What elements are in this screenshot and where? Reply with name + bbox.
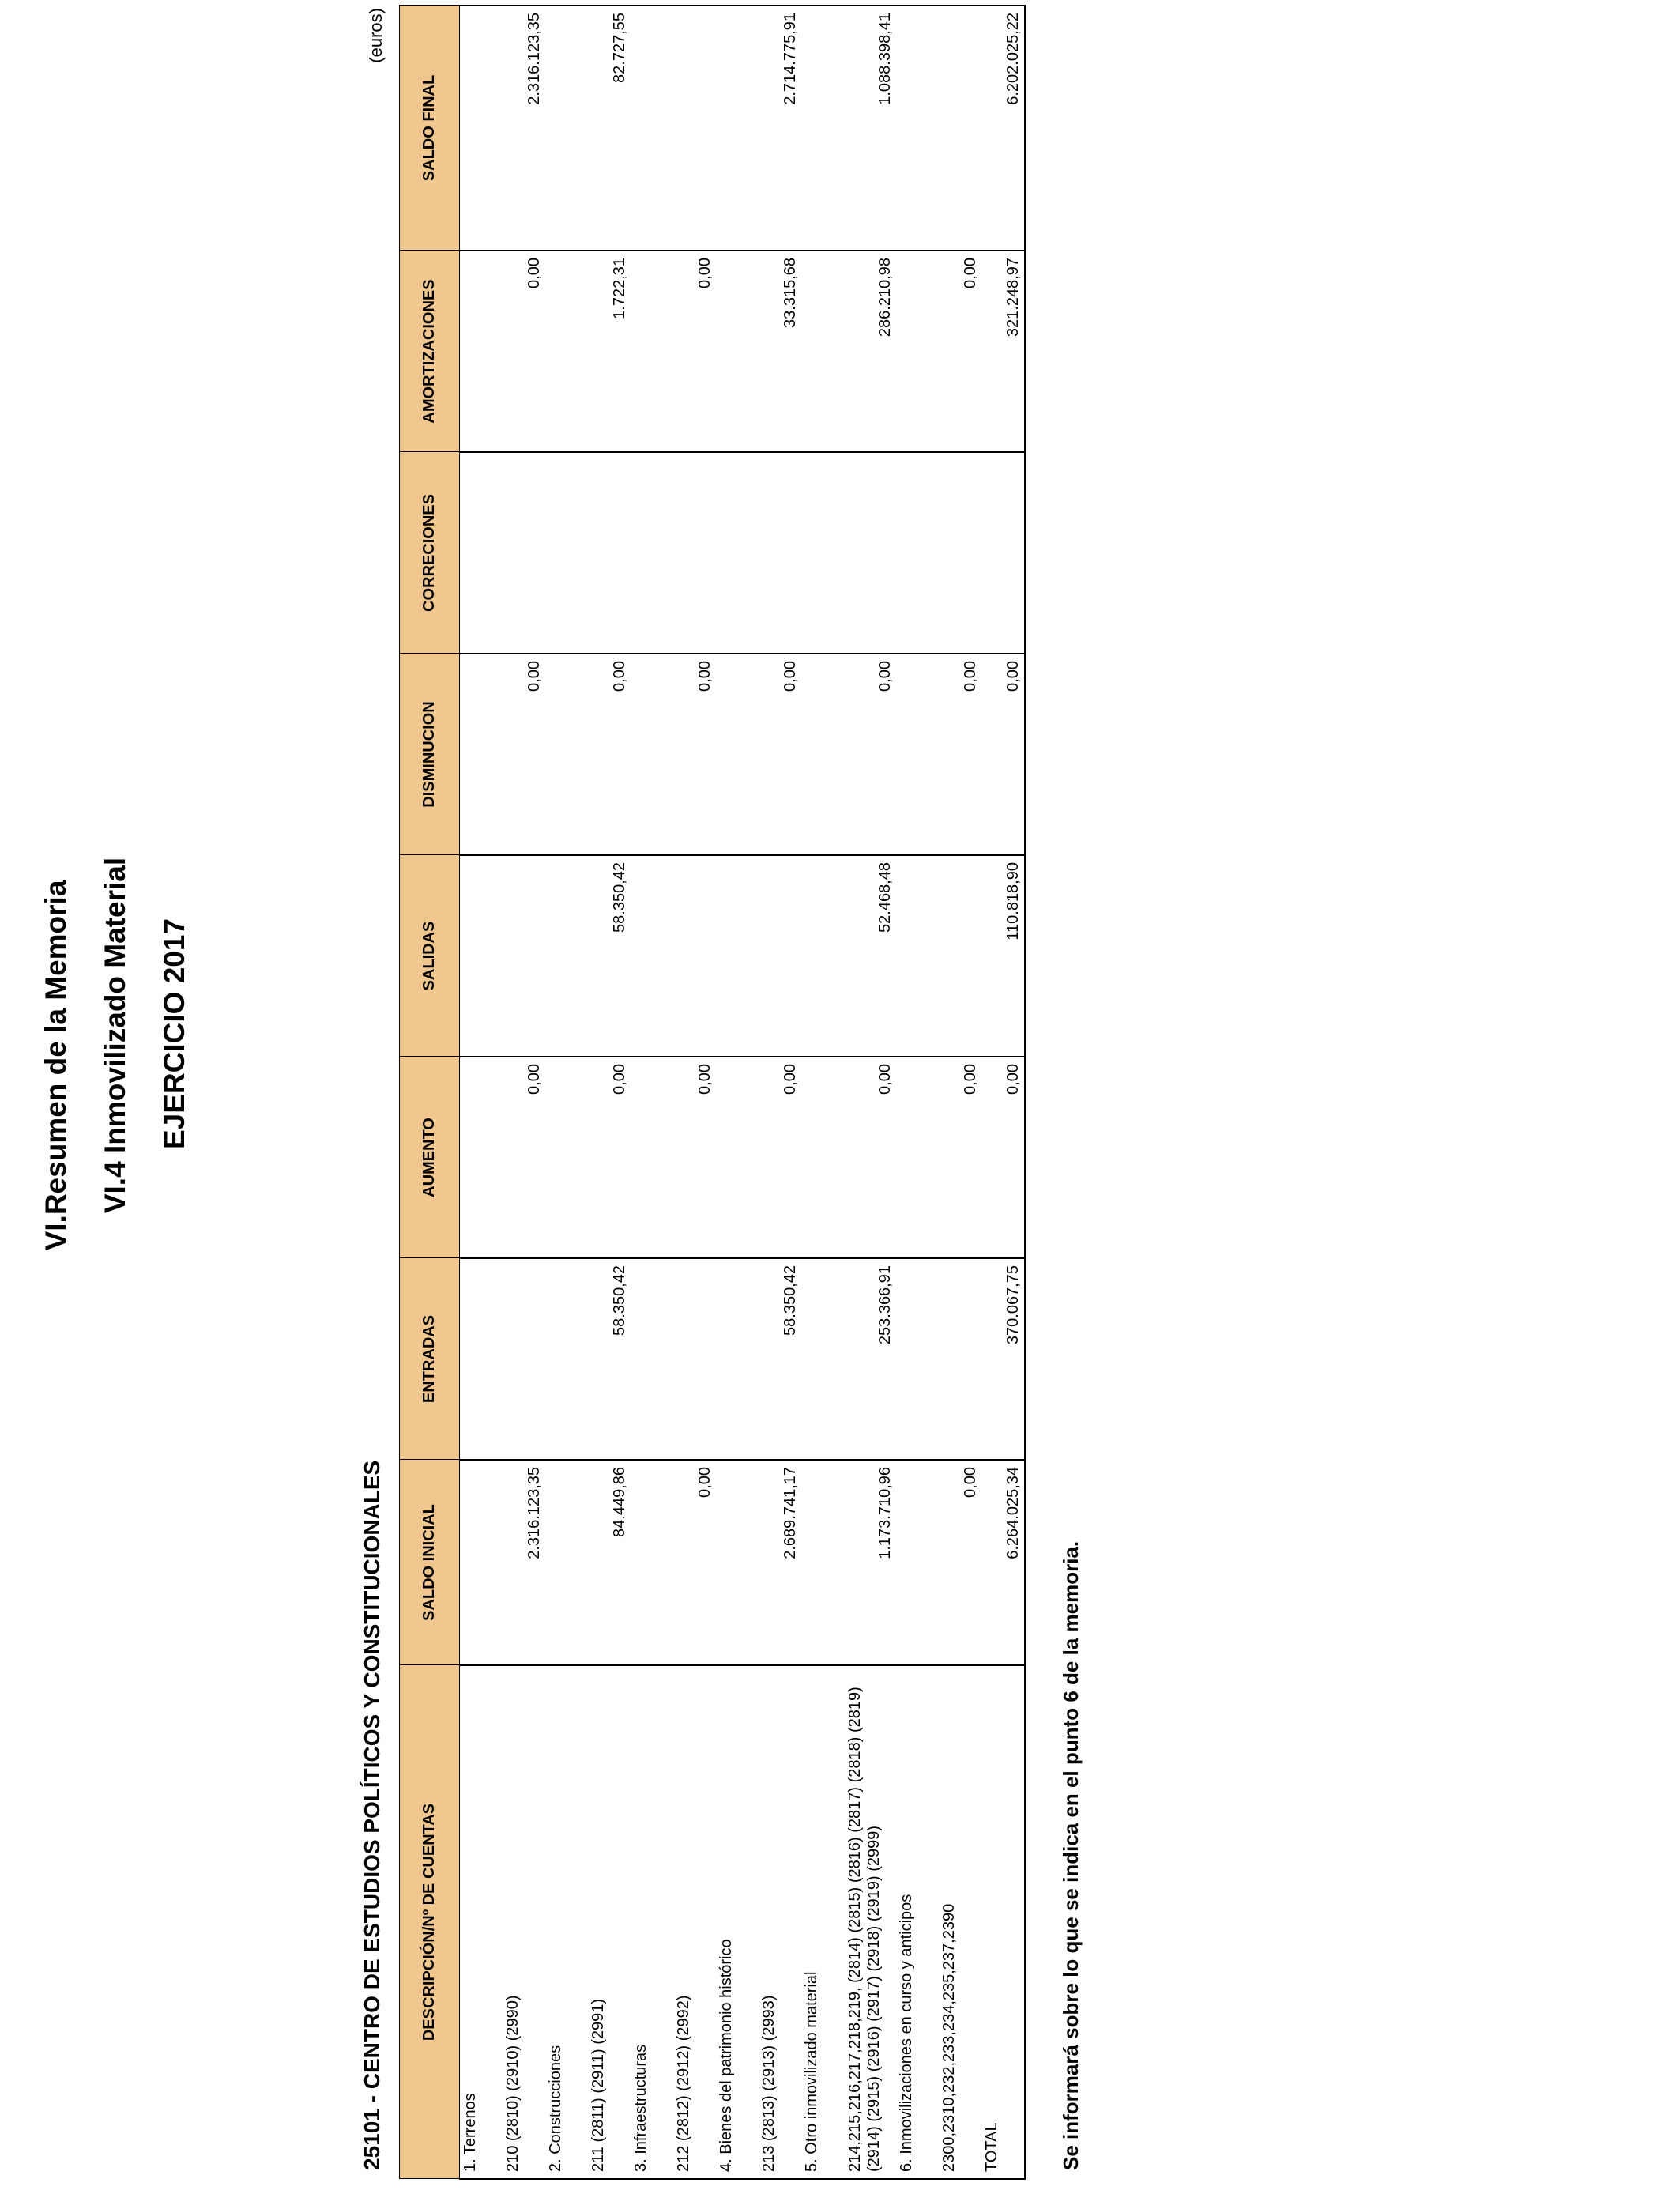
cell-value bbox=[896, 1258, 939, 1460]
table-header-row bbox=[400, 6, 460, 2179]
cell-value: 0,00 bbox=[939, 251, 981, 452]
cell-value: 82.727,55 bbox=[588, 6, 631, 251]
cell-value: 0,00 bbox=[673, 1460, 716, 1665]
cell-value bbox=[460, 452, 503, 654]
table-row bbox=[673, 6, 716, 2179]
table-row bbox=[503, 6, 545, 2179]
cell-value: 0,00 bbox=[939, 1057, 981, 1258]
cell-value: 2.316.123,35 bbox=[503, 6, 545, 251]
table-row bbox=[759, 6, 801, 2179]
column-header: CORRECIONES bbox=[400, 452, 460, 654]
cell-value: 2.714.775,91 bbox=[759, 6, 801, 251]
row-description: 6. Inmovilizaciones en curso y anticipos bbox=[896, 1665, 939, 2179]
cell-value: 0,00 bbox=[673, 654, 716, 855]
cell-value bbox=[460, 855, 503, 1057]
cell-value bbox=[588, 452, 631, 654]
cell-value bbox=[503, 855, 545, 1057]
cell-value bbox=[631, 1460, 673, 1665]
cell-value: 0,00 bbox=[588, 1057, 631, 1258]
cell-value: 1.722,31 bbox=[588, 251, 631, 452]
cell-value bbox=[896, 654, 939, 855]
cell-value: 33.315,68 bbox=[759, 251, 801, 452]
table-row bbox=[631, 6, 673, 2179]
cell-value bbox=[631, 654, 673, 855]
column-header: SALDO FINAL bbox=[400, 6, 460, 251]
row-description: 5. Otro inmovilizado material bbox=[801, 1665, 844, 2179]
cell-value: 2.689.741,17 bbox=[759, 1460, 801, 1665]
cell-value bbox=[801, 452, 844, 654]
column-header: AUMENTO bbox=[400, 1057, 460, 1258]
row-description: 4. Bienes del patrimonio histórico bbox=[716, 1665, 759, 2179]
cell-value bbox=[896, 1057, 939, 1258]
cell-value: 0,00 bbox=[503, 1057, 545, 1258]
cell-value bbox=[460, 1258, 503, 1460]
cell-value bbox=[801, 654, 844, 855]
cell-value bbox=[503, 1258, 545, 1460]
cell-value: 52.468,48 bbox=[844, 855, 896, 1057]
cell-value: 0,00 bbox=[939, 654, 981, 855]
cell-value bbox=[716, 251, 759, 452]
cell-value bbox=[939, 855, 981, 1057]
cell-value bbox=[801, 1460, 844, 1665]
cell-value: 6.202.025,22 bbox=[981, 6, 1025, 251]
cell-value bbox=[716, 855, 759, 1057]
cell-value bbox=[896, 6, 939, 251]
cell-value bbox=[896, 251, 939, 452]
table-row bbox=[545, 6, 588, 2179]
cell-value bbox=[939, 452, 981, 654]
cell-value: 1.088.398,41 bbox=[844, 6, 896, 251]
cell-value bbox=[545, 1258, 588, 1460]
cell-value bbox=[545, 1057, 588, 1258]
cell-value bbox=[801, 855, 844, 1057]
cell-value: 2.316.123,35 bbox=[503, 1460, 545, 1665]
cell-value: 0,00 bbox=[981, 1057, 1025, 1258]
cell-value bbox=[631, 1258, 673, 1460]
cell-value: 110.818,90 bbox=[981, 855, 1025, 1057]
entity-name: 25101 - CENTRO DE ESTUDIOS POLÍTICOS Y CONSTITUCIONALES bbox=[360, 1460, 384, 2170]
cell-value bbox=[896, 1460, 939, 1665]
table-row bbox=[844, 6, 896, 2179]
cell-value bbox=[631, 251, 673, 452]
cell-value bbox=[981, 452, 1025, 654]
cell-value bbox=[545, 251, 588, 452]
table-body bbox=[460, 6, 1026, 2179]
cell-value bbox=[801, 251, 844, 452]
cell-value: 286.210,98 bbox=[844, 251, 896, 452]
cell-value bbox=[801, 1057, 844, 1258]
cell-value bbox=[460, 1057, 503, 1258]
cell-value: 253.366,91 bbox=[844, 1258, 896, 1460]
cell-value bbox=[631, 1057, 673, 1258]
column-header: DISMINUCION bbox=[400, 654, 460, 855]
row-description: 1. Terrenos bbox=[460, 1665, 503, 2179]
table-row bbox=[896, 6, 939, 2179]
row-description: 2. Construcciones bbox=[545, 1665, 588, 2179]
cell-value bbox=[545, 855, 588, 1057]
cell-value bbox=[545, 452, 588, 654]
cell-value: 0,00 bbox=[673, 251, 716, 452]
row-description: 2300,2310,232,233,234,235,237,2390 bbox=[939, 1665, 981, 2179]
column-header: AMORTIZACIONES bbox=[400, 251, 460, 452]
cell-value bbox=[801, 6, 844, 251]
cell-value bbox=[545, 1460, 588, 1665]
cell-value bbox=[673, 6, 716, 251]
cell-value: 6.264.025,34 bbox=[981, 1460, 1025, 1665]
table-row bbox=[588, 6, 631, 2179]
cell-value bbox=[716, 1258, 759, 1460]
fixed-assets-table bbox=[399, 5, 1026, 2180]
footer-note: Se informará sobre lo que se indica en el punto 6 de la memoria. bbox=[1059, 1540, 1083, 2170]
cell-value: 370.067,75 bbox=[981, 1258, 1025, 1460]
cell-value bbox=[939, 1258, 981, 1460]
cell-value: 58.350,42 bbox=[759, 1258, 801, 1460]
units-label: (euros) bbox=[366, 8, 386, 63]
cell-value bbox=[631, 452, 673, 654]
row-description: 214,215,216,217,218,219, (2814) (2815) (2816) (2817) (2818) (2819) (2914) (2915) (2916) (2917) (2918) (2919) (2999) bbox=[844, 1665, 896, 2179]
cell-value: 0,00 bbox=[759, 654, 801, 855]
row-description: 3. Infraestructuras bbox=[631, 1665, 673, 2179]
cell-value bbox=[844, 452, 896, 654]
table-row bbox=[981, 6, 1025, 2179]
cell-value bbox=[545, 654, 588, 855]
cell-value bbox=[896, 855, 939, 1057]
cell-value bbox=[673, 452, 716, 654]
cell-value bbox=[631, 6, 673, 251]
cell-value: 0,00 bbox=[844, 1057, 896, 1258]
table-row bbox=[939, 6, 981, 2179]
cell-value: 1.173.710,96 bbox=[844, 1460, 896, 1665]
table-row bbox=[801, 6, 844, 2179]
cell-value bbox=[759, 452, 801, 654]
table-row bbox=[716, 6, 759, 2179]
cell-value bbox=[716, 6, 759, 251]
cell-value bbox=[939, 6, 981, 251]
cell-value: 58.350,42 bbox=[588, 1258, 631, 1460]
cell-value: 0,00 bbox=[981, 654, 1025, 855]
cell-value bbox=[460, 6, 503, 251]
cell-value: 0,00 bbox=[503, 251, 545, 452]
memoria-title: VI.Resumen de la Memoria bbox=[40, 880, 72, 1251]
row-description: 211 (2811) (2911) (2991) bbox=[588, 1665, 631, 2179]
cell-value: 0,00 bbox=[939, 1460, 981, 1665]
row-description: TOTAL bbox=[981, 1665, 1025, 2179]
cell-value bbox=[460, 251, 503, 452]
row-description: 210 (2810) (2910) (2990) bbox=[503, 1665, 545, 2179]
cell-value bbox=[896, 452, 939, 654]
table-row bbox=[460, 6, 503, 2179]
cell-value: 0,00 bbox=[503, 654, 545, 855]
fiscal-year-title: EJERCICIO 2017 bbox=[158, 918, 190, 1150]
cell-value bbox=[460, 1460, 503, 1665]
cell-value: 0,00 bbox=[588, 654, 631, 855]
cell-value bbox=[545, 6, 588, 251]
cell-value: 84.449,86 bbox=[588, 1460, 631, 1665]
cell-value bbox=[716, 452, 759, 654]
cell-value bbox=[673, 855, 716, 1057]
row-description: 212 (2812) (2912) (2992) bbox=[673, 1665, 716, 2179]
cell-value bbox=[801, 1258, 844, 1460]
cell-value bbox=[460, 654, 503, 855]
cell-value: 58.350,42 bbox=[588, 855, 631, 1057]
column-header: SALDO INICIAL bbox=[400, 1460, 460, 1665]
cell-value bbox=[716, 1460, 759, 1665]
cell-value bbox=[503, 452, 545, 654]
row-description: 213 (2813) (2913) (2993) bbox=[759, 1665, 801, 2179]
cell-value bbox=[673, 1258, 716, 1460]
section-title: VI.4 Inmovilizado Material bbox=[99, 857, 131, 1214]
column-header: ENTRADAS bbox=[400, 1258, 460, 1460]
cell-value: 321.248,97 bbox=[981, 251, 1025, 452]
column-header: DESCRIPCIÓN/Nº DE CUENTAS bbox=[400, 1665, 460, 2179]
cell-value: 0,00 bbox=[759, 1057, 801, 1258]
cell-value: 0,00 bbox=[673, 1057, 716, 1258]
cell-value: 0,00 bbox=[844, 654, 896, 855]
column-header: SALIDAS bbox=[400, 855, 460, 1057]
cell-value bbox=[716, 654, 759, 855]
cell-value bbox=[716, 1057, 759, 1258]
cell-value bbox=[631, 855, 673, 1057]
cell-value bbox=[759, 855, 801, 1057]
